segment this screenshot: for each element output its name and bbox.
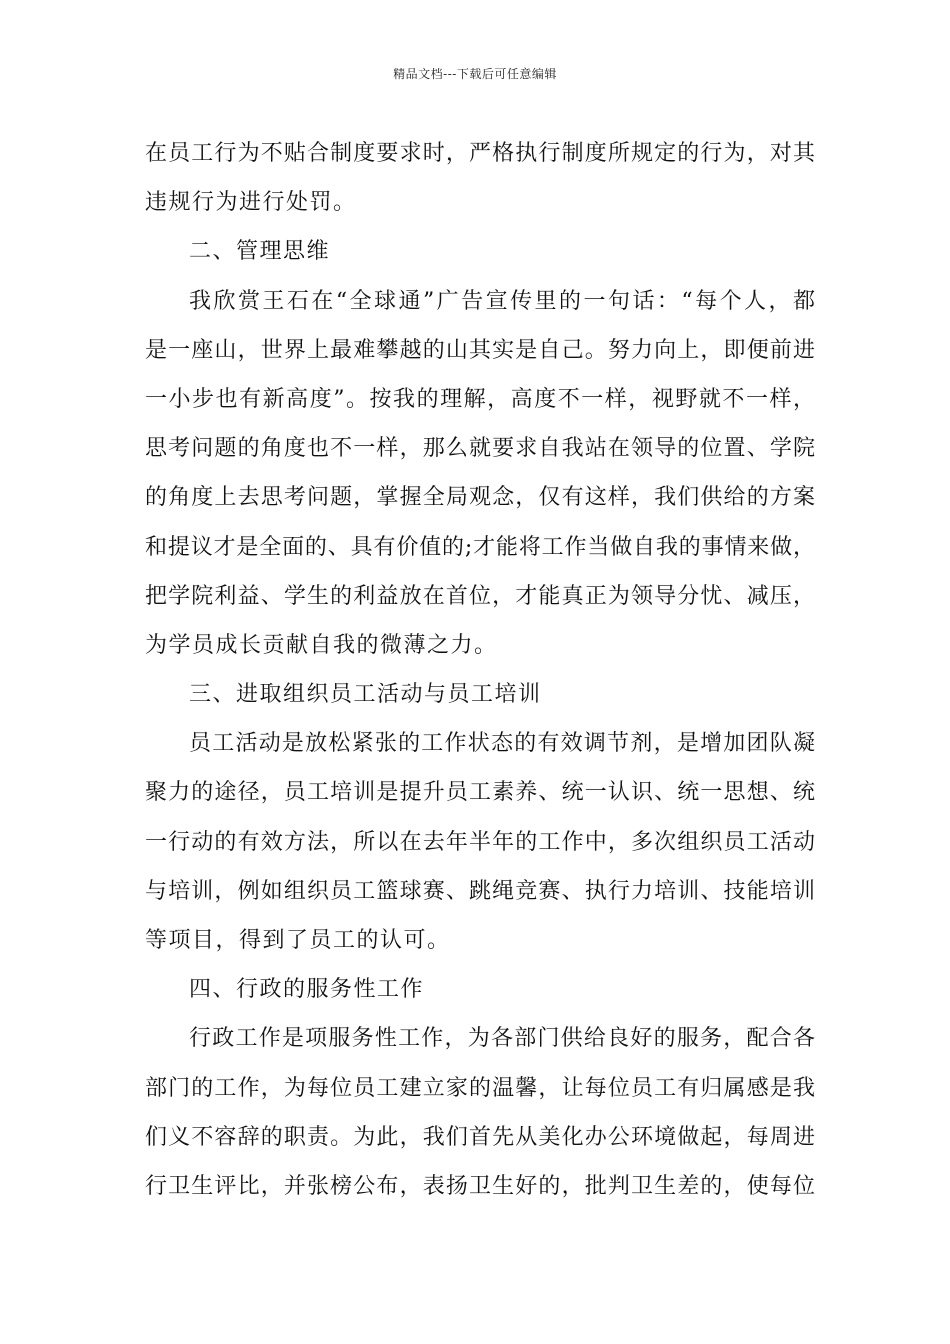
paragraph-line: 聚力的途径，员工培训是提升员工素养、统一认识、统一思想、统 — [145, 780, 815, 806]
paragraph-line: 我欣赏王石在“全球通”广告宣传里的一句话：“每个人，都 — [189, 288, 815, 314]
paragraph-line: 一行动的有效方法，所以在去年半年的工作中，多次组织员工活动 — [145, 829, 815, 855]
paragraph-line: 在员工行为不贴合制度要求时，严格执行制度所规定的行为，对其 — [145, 141, 815, 166]
paragraph-line: 违规行为进行处罚。 — [145, 190, 357, 216]
paragraph-line: 和提议才是全面的、具有价值的;才能将工作当做自我的事情来做， — [145, 534, 815, 560]
paragraph-line: 行政工作是项服务性工作，为各部门供给良好的服务，配合各 — [189, 1026, 815, 1052]
paragraph-line: 部门的工作，为每位员工建立家的温馨，让每位员工有归属感是我 — [145, 1075, 815, 1101]
paragraph-line: 们义不容辞的职责。为此，我们首先从美化办公环境做起，每周进 — [145, 1124, 815, 1150]
paragraph-line: 是一座山，世界上最难攀越的山其实是自己。努力向上，即便前进 — [145, 337, 815, 363]
body-text — [145, 129, 815, 1211]
section-heading: 三、进取组织员工活动与员工培训 — [189, 682, 542, 708]
section-heading: 四、行政的服务性工作 — [189, 977, 425, 1003]
paragraph-line: 把学院利益、学生的利益放在首位，才能真正为领导分忧、减压， — [145, 583, 815, 609]
paragraph-line: 一小步也有新高度”。按我的理解，高度不一样，视野就不一样， — [145, 386, 815, 412]
paragraph-line: 思考问题的角度也不一样，那么就要求自我站在领导的位置、学院 — [145, 436, 815, 462]
paragraph-line: 等项目，得到了员工的认可。 — [145, 928, 451, 953]
paragraph-line: 的角度上去思考问题，掌握全局观念，仅有这样，我们供给的方案 — [145, 485, 815, 511]
paragraph-line: 员工活动是放松紧张的工作状态的有效调节剂，是增加团队凝 — [189, 731, 815, 757]
paragraph-line: 行卫生评比，并张榜公布，表扬卫生好的，批判卫生差的，使每位 — [145, 1173, 815, 1199]
paragraph-line: 为学员成长贡献自我的微薄之力。 — [145, 632, 498, 658]
section-heading: 二、管理思维 — [189, 239, 331, 265]
page-header: 精品文档---下载后可任意编辑 — [393, 67, 557, 81]
paragraph-line: 与培训，例如组织员工篮球赛、跳绳竞赛、执行力培训、技能培训 — [145, 878, 815, 904]
